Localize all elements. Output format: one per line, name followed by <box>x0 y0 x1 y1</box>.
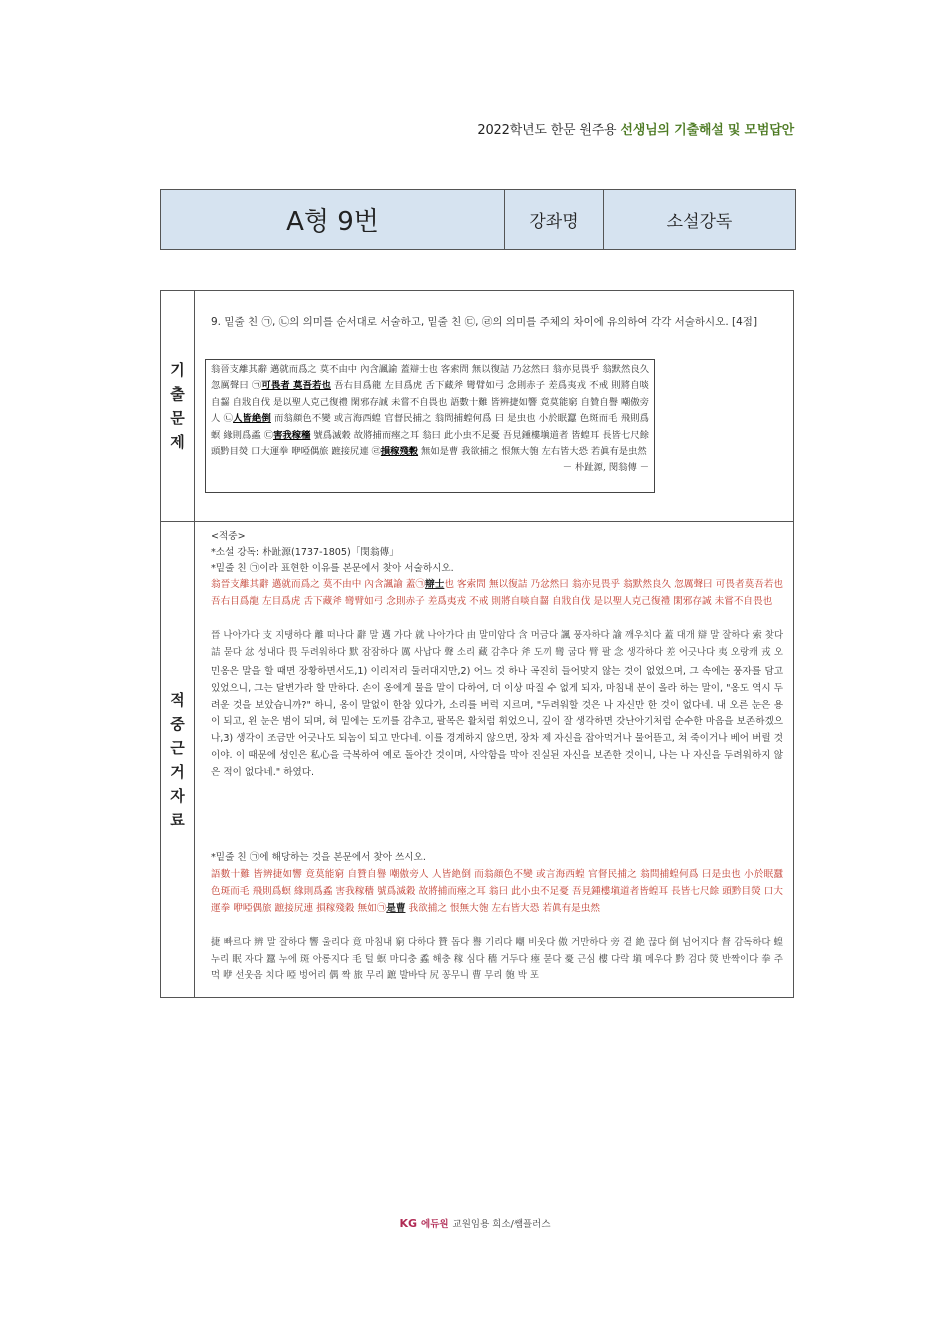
page-header <box>477 119 794 138</box>
exam-question-side-label: 기 출 문 제 <box>161 291 195 521</box>
underline-b: 人皆絶倒 <box>233 413 271 425</box>
hit-tag: <적중> <box>211 531 246 542</box>
glossary-1: 晉 나아가다 支 지탱하다 離 떠나다 辭 말 邁 가다 就 나아가다 由 말미암다 含 머금다 諷 풍자하다 諭 깨우치다 蓋 대개 辯 말 잘하다 索 찾다 詰 묻다 忿 성내다 畏 두려워하다 默 잠잠하다 厲 사납다 聲 소리 藏 감추다 斧 도끼 彎 굽다 臂 팔 念 생각하다 差 어긋나다 夷 오랑캐 戎 오 <box>211 630 783 658</box>
course-name: 소설강독 <box>666 212 733 232</box>
passage-box: 翁晉支離其辭 邁就而爲之 莫不由中 內含諷諭 蓋辯士也 客索問 無以復詰 乃忿然曰 翁亦見畏乎 翁默然良久 忽厲聲曰 ㉠可畏者 莫吾若也 吾右目爲龍 左目爲虎 舌下藏斧 彎臂如弓 念則赤子 差爲夷戎 不戒 則將自啖自齧 自戕自伐 是以聖人克己復禮 閑邪存誠 未嘗不自畏也 語數十難 皆辨捷如響 竟莫能窮 自贊自譽 嘲傲旁人 ㉡人皆絶倒 而翁顔色不變 或言海西蝗 官督民捕之 翁問捕蝗何爲 曰 是虫也 小於眠蠶 色斑而毛 飛則爲螟 緣則爲蟊 ㉢害我稼穡 號爲滅穀 故將捕而瘞之耳 翁曰 此小虫不足憂 吾見鍾樓塡道者 皆蝗耳 長皆七尺餘 頭黔目熒 口大運拳 咿啞偶旅 蹠接尻連 ㉣損稼殘穀 無如是曹 我欲捕之 恨無大匏 左右皆大恐 若眞有是虫然 － 朴趾源, 閔翁傳 － <box>205 359 655 493</box>
header-highlight: 선생님의 기출해설 및 모범답안 <box>620 123 794 138</box>
passage-source: － 朴趾源, 閔翁傳 － <box>562 462 649 474</box>
underline-red1: 辯士 <box>425 579 445 590</box>
translation-1: 민옹은 말을 할 때면 장황하면서도,1) 이리저리 둘러대지만,2) 어느 것 하나 곡진히 들어맞지 않는 것이 없었으며, 그 속에는 풍자를 담고 있었으니, 그는 달변가라 할 만하다. 손이 옹에게 물을 말이 다하여, 더 이상 따질 수 없게 되자, 마침내 분이 올라 하는 말이, "옹도 역시 두려운 것을 보았습니까?" 하니, 옹이 말없이 한참 있다가, 소리를 버럭 지르며, "두려워할 것은 나 자신만 한 것이 없다네. 내 오른 눈은 용이 되고, 왼 눈은 범이 되며, 혀 밑에는 도끼를 감추고, 팔목은 활처럼 휘었으니, 깊이 잘 생각하면 갓난아기처럼 순수한 마음을 보존하겠으나,3) 생각이 조금만 어긋나도 되놈이 되고 만다네. 이를 경계하지 않으면, 장차 제 자신을 잡아먹거나 물어뜯고, 쳐 죽이거나 베어 버릴 것이야. 이 때문에 성인은 私心을 극복하여 예로 돌아간 것이며, 사악함을 막아 진실된 자신을 보존한 것이니, 나는 나 자신을 두려워하지 않은 적이 없다네." 하였다. <box>211 666 783 778</box>
reference-side-label: 적 중 근 거 자 료 <box>161 522 195 997</box>
problem-number: A형 9번 <box>161 190 505 249</box>
footer <box>0 1216 950 1230</box>
course-label: 강좌명 <box>505 190 604 249</box>
exam-question-content <box>205 291 783 521</box>
glossary-2: 捷 빠르다 辨 말 잘하다 響 울리다 竟 마침내 窮 다하다 贊 돕다 譽 기리다 嘲 비웃다 傲 거만하다 旁 곁 絶 끊다 倒 넘어지다 督 감독하다 蝗 누리 眠 자다 蠶 누에 斑 아롱지다 毛 털 螟 마디충 蟊 해충 稼 심다 穡 거두다 瘞 묻다 憂 근심 樓 다락 塡 메우다 黔 검다 熒 반짝이다 拳 주먹 咿 선웃음 치다 啞 벙어리 偶 짝 旅 무리 蹠 발바닥 尻 꽁무니 曹 무리 匏 박 포 <box>211 937 783 982</box>
title-box <box>160 189 796 250</box>
underline-c: 害我稼穡 <box>273 429 311 441</box>
question-text: 9. 밑줄 친 ㉠, ㉡의 의미를 순서대로 서술하고, 밑줄 친 ㉢, ㉣의 의미를 주체의 차이에 유의하여 각각 서술하시오. [4점] <box>211 316 758 328</box>
sub-question-1: *밑줄 친 ㉠이라 표현한 이유를 본문에서 찾아 서술하시오. <box>211 563 454 574</box>
footer-text: 교원임용 희소/쌤플러스 <box>452 1219 551 1230</box>
header-plain: 2022학년도 한문 원주용 <box>477 123 621 138</box>
red-passage-2: 語數十難 皆辨捷如響 竟莫能窮 自贊自譽 嘲傲旁人 人皆絶倒 而翁顔色不變 或言海西蝗 官督民捕之 翁問捕蝗何爲 曰是虫也 小於眠蠶 色斑而毛 飛則爲螟 緣則爲蟊 害我稼穡 號爲滅穀 故將捕而瘞之耳 翁曰 此小虫不足憂 吾見鍾樓塡道者皆蝗耳 長皆七尺餘 頭黔目熒 口大運拳 咿啞偶旅 蹠接尻連 損稼殘穀 無如㉠是曹 我欲捕之 恨無大匏 左右皆大恐 若眞有是虫然 <box>211 869 783 914</box>
sub-question-2: *밑줄 친 ㉠에 해당하는 것을 본문에서 찾아 쓰시오. <box>211 852 426 863</box>
underline-red2: 是曹 <box>386 902 406 914</box>
main-table <box>160 290 794 998</box>
reference-content <box>205 522 783 997</box>
red-passage-1: 翁晉支離其辭 邁就而爲之 莫不由中 內含諷諭 蓋㉠辯士也 客索問 無以復詰 乃忿然曰 翁亦見畏乎 翁默然良久 忽厲聲曰 可畏者莫吾若也 吾右目爲龍 左目爲虎 舌下藏斧 彎臂如弓 念則赤子 差爲夷戎 不戒 則將自啖自齧 自戕自伐 是以聖人克己復禮 閑邪存誠 未嘗不自畏也 <box>211 579 783 607</box>
underline-a: 可畏者 莫吾若也 <box>261 380 332 392</box>
kg-logo: KG <box>399 1216 418 1230</box>
underline-d: 損稼殘穀 <box>380 446 419 458</box>
exam-question-row <box>161 291 793 522</box>
eduwon-logo: 에듀원 <box>421 1219 449 1230</box>
reference-row <box>161 522 793 997</box>
work-title: *소설 강독: 朴趾源(1737-1805)「閔翁傳」 <box>211 547 399 558</box>
